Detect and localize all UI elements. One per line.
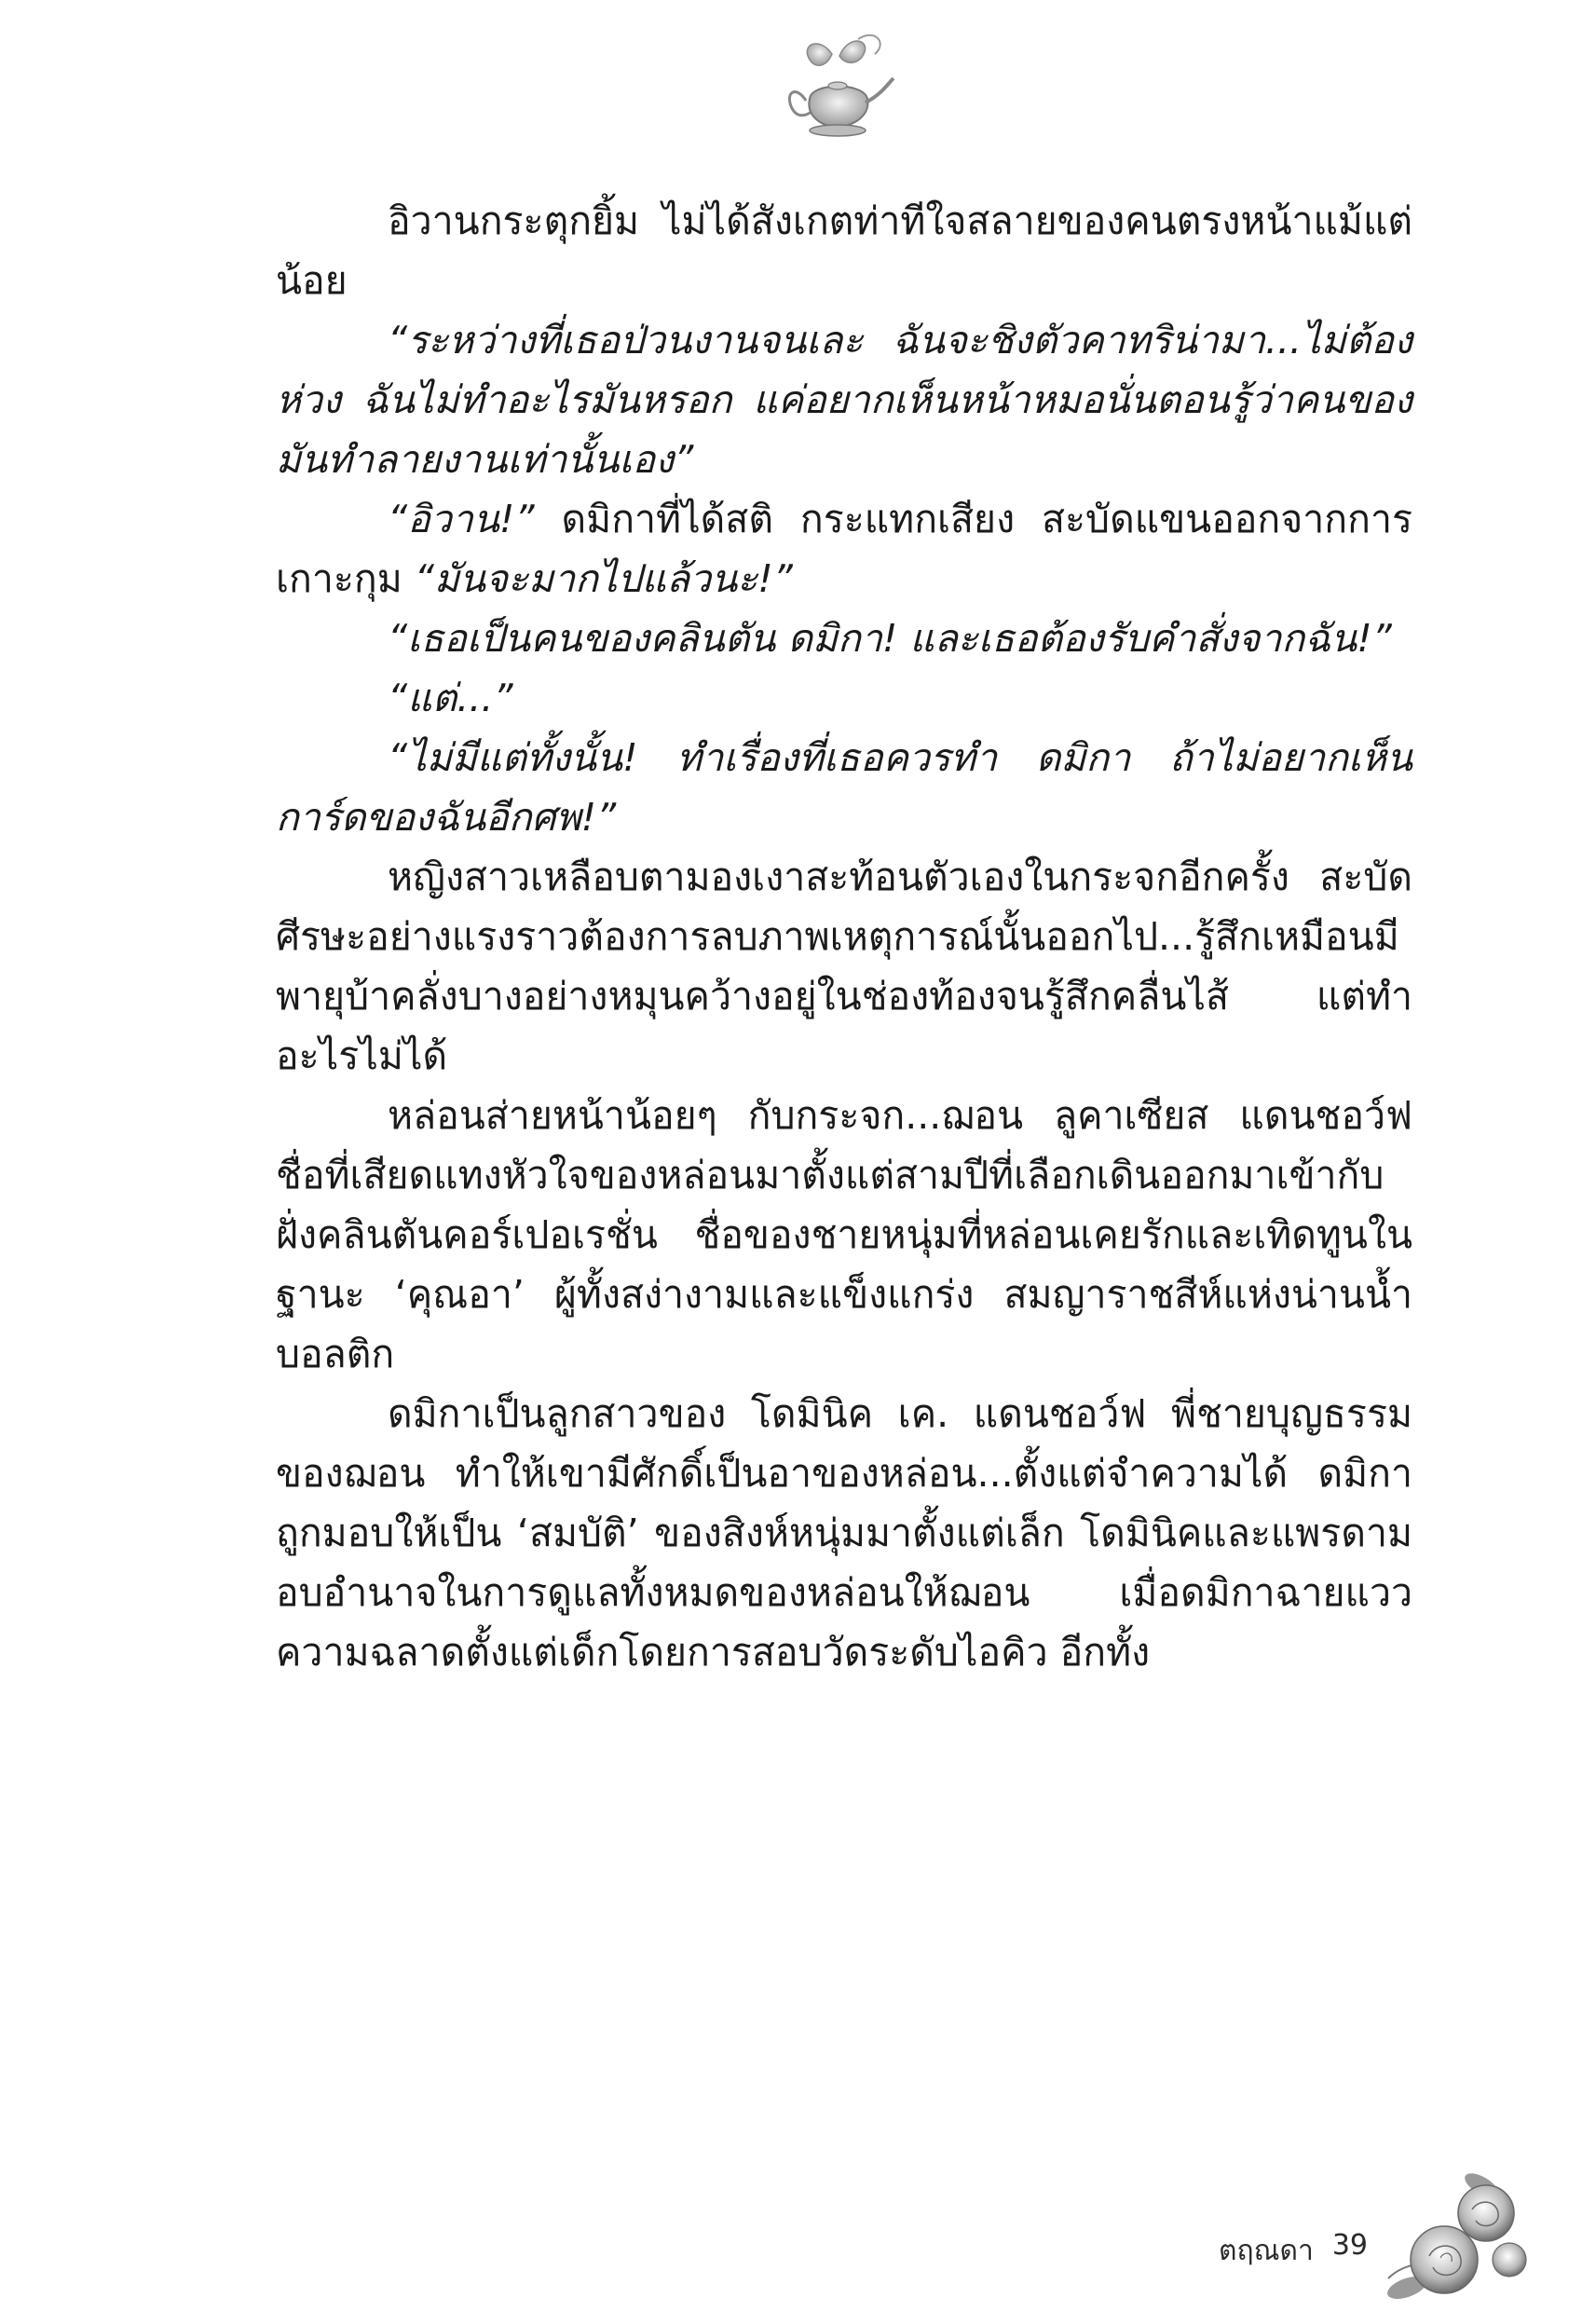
page-footer (1135, 2229, 1368, 2273)
roses-ornament-icon (1370, 2148, 1528, 2311)
dialogue-span: “อิวาน!” (388, 497, 535, 541)
narration-span: ดมิกาที่ได้สติ กระแทกเสียง สะบัดแขนออกจากการเกาะกุม (276, 497, 1412, 601)
paragraph: หญิงสาวเหลือบตามองเงาสะท้อนตัวเองในกระจกอีกครั้ง สะบัดศีรษะอย่างแรงราวต้องการลบภาพเหตุการณ์นั้นออกไป...รู้สึกเหมือนมีพายุบ้าคลั่งบางอย่างหมุนคว้างอยู่ในช่องท้องจนรู้สึกคลื่นไส้ แต่ทำอะไรไม่ได้ (276, 855, 1412, 1078)
page-number: 39 (1331, 2229, 1368, 2262)
dialogue-span: “มันจะมากไปแล้วนะ!” (414, 556, 793, 601)
dialogue-paragraph: “เธอเป็นคนของคลินตัน ดมิกา! และเธอต้องรับคำสั่งจากฉัน!” (388, 616, 1392, 661)
paragraph: ดมิกาเป็นลูกสาวของ โดมินิค เค. แดนชอว์ฟ พี่ชายบุญธรรมของฌอน ทำให้เขามีศักดิ์เป็นอาของหล่อน...ตั้งแต่จำความได้ ดมิกาถูกมอบให้เป็น ‘สมบัติ’ ของสิงห์หนุ่มมาตั้งแต่เล็ก โดมินิคและแพรดามอบอำนาจในการดูแลทั้งหมดของหล่อนให้ฌอน เมื่อดมิกาฉายแววความฉลาดตั้งแต่เด็กโดยการสอบวัดระดับไอคิว อีกทั้ง (276, 1391, 1412, 1675)
dialogue-paragraph: “แต่...” (388, 676, 513, 720)
mixed-paragraph (276, 489, 1412, 609)
body-text (276, 191, 1412, 1682)
book-title: ตฤณดา (1219, 2235, 1314, 2267)
paragraph: อิวานกระตุกยิ้ม ไม่ได้สังเกตท่าทีใจสลายของคนตรงหน้าแม้แต่น้อย (276, 198, 1412, 303)
teapot-ornament-icon (778, 26, 899, 157)
dialogue-paragraph: “ระหว่างที่เธอป่วนงานจนเละ ฉันจะชิงตัวคาทริน่ามา...ไม่ต้องห่วง ฉันไม่ทำอะไรมันหรอก แค่อยากเห็นหน้าหมอนั่นตอนรู้ว่าคนของมันทำลายงานเท่านั้นเอง” (276, 318, 1412, 482)
paragraph: หล่อนส่ายหน้าน้อยๆ กับกระจก...ฌอน ลูคาเซียส แดนชอว์ฟ ชื่อที่เสียดแทงหัวใจของหล่อนมาตั้งแต่สามปีที่เลือกเดินออกมาเข้ากับฝั่งคลินตันคอร์เปอเรชั่น ชื่อของชายหนุ่มที่หล่อนเคยรักและเทิดทูนในฐานะ ‘คุณอา’ ผู้ทั้งสง่างามและแข็งแกร่ง สมญาราชสีห์แห่งน่านน้ำบอลติก (276, 1093, 1412, 1376)
dialogue-paragraph: “ไม่มีแต่ทั้งนั้น! ทำเรื่องที่เธอควรทำ ดมิกา ถ้าไม่อยากเห็นการ์ดของฉันอีกศพ!” (276, 735, 1412, 840)
